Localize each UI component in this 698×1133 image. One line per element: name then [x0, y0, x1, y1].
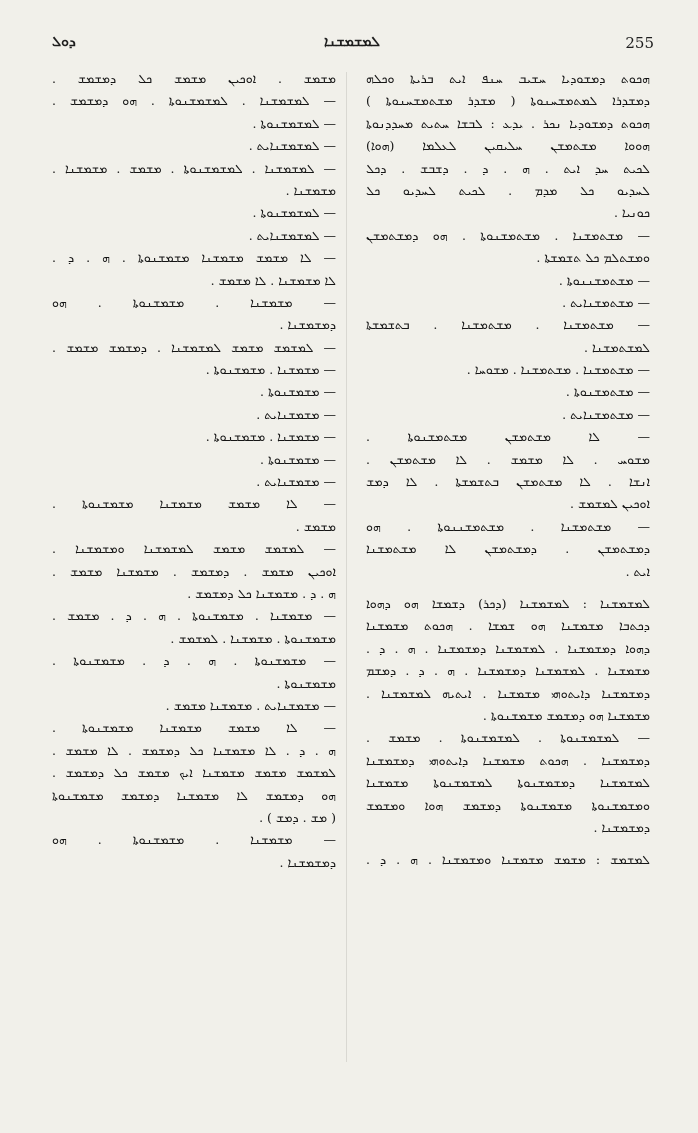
- text-line: ܗܘ ܕܡܫܡܫ ܠܐ ܡܫܡܫܢܐ ܕܡܫܡܫ ܡܫܡܫܢܘܬܐ: [52, 787, 336, 803]
- text-line: ܡܫܡܫ . ܐܘܟܝܢ ܡܫܡܫ ܟܠ ܕܡܫܡܫ .: [52, 71, 336, 86]
- text-line: ܡܫܡܫܢܐ ܗܘ ܕܡܫܡܫ ܡܫܡܫܢܘܬܐ .: [482, 707, 650, 723]
- text-line: ܗܘܘܐ ܡܫܬܡܫܢ ܚܠܝܩܝܢ ܠܥܠܡܐ (ܗܘܐ): [366, 138, 650, 154]
- text-line: ܠܟܝܬ ܚܕ ܐܝܬ . ܗ . ܕ . ܕܫܒܫ . ܕܟܠ: [366, 160, 650, 176]
- text-line: ܐܝܬ .: [625, 563, 650, 579]
- text-line: — ܡܫܬܡܫܢܐ . ܡܫܬܡܫܢܘܬܐ . ܗܘ ܕܡܫܬܡܫܢ: [366, 227, 650, 243]
- text-line: ܐܘܟܝܢ ܡܫܡܫ . ܕܡܫܡܫ . ܡܫܡܫܢܐ ܡܫܡܫ .: [52, 563, 336, 579]
- text-line: ܡܫܡܫ .: [295, 518, 336, 534]
- text-line: ܠܚܕܝܘ ܟܠ ܡܕܡ . ܠܟܝܬ ܠܚܕܝܘ ܟܠ: [366, 182, 650, 198]
- page-header: [50, 34, 654, 60]
- text-line: ܐܢܫܐ . ܠܐ ܡܫܬܡܫܢ ܒܬܫܡܫܬܐ . ܠܐ ܕܡܫ: [366, 474, 650, 490]
- text-line: ܗ . ܕ . ܠܐ ܡܫܡܫܢܐ ܟܠ ܕܡܫܡܫ . ܠܐ ܡܫܡܫ .: [52, 742, 336, 758]
- text-line: ܡܫܡܫܢܐ .: [285, 182, 336, 198]
- right-column: [366, 68, 650, 1068]
- text-line: ܘܡܫܬܠܡ ܟܠ ܬܫܡܫܬܐ .: [536, 250, 650, 266]
- text-line: — ܡܫܡܫܢܐܝܬ . ܡܫܡܫܢܐ ܡܫܡܫ .: [165, 697, 336, 713]
- text-line: ܠܡܫܡܫܢܐ : ܠܡܫܡܫܢܐ (ܕܟܪ) ܕܫܡܫܐ ܗܘ ܕܗܘܐ: [366, 595, 650, 611]
- text-line: — ܠܡܫܡܫܢܐ . ܠܡܫܡܫܢܘܬܐ . ܗܘ ܕܡܫܡܫ .: [52, 93, 336, 109]
- text-line: ܕܡܫܬܡܫܢ . ܕܡܫܬܡܫܢ ܠܐ ܡܫܬܡܫܢܐ: [366, 541, 650, 557]
- text-line: ܕܡܫܡܫܢܐ .: [593, 819, 650, 835]
- text-line: — ܡܫܬܡܫܢܐܝܬ .: [562, 294, 650, 310]
- text-line: ܠܐ ܡܫܡܫܢܐ . ܠܐ ܡܫܡܫ .: [210, 272, 336, 288]
- text-line: ܕܟܬܒܐ ܡܫܡܫܢܐ ܗܘ ܫܡܫܐ . ܗܟܘܬ ܡܫܡܫܢܐ: [366, 618, 650, 634]
- page-number: 255: [625, 34, 654, 52]
- text-line: ܗܟܘܬ ܕܡܫܘܕܝܐ ܚܫܝܒ ܚܢܦ ܐܝܬ ܒܪܝܬܐ ܘܟܠܗ: [366, 71, 650, 86]
- text-line: — ܡܫܡܫܢܐܝܬ .: [256, 406, 336, 422]
- text-line: — ܡܫܡܫܢܐ . ܡܫܡܫܢܘܬܐ .: [205, 362, 336, 378]
- text-line: — ܠܡܫܡܫܢܐ . ܠܡܫܡܫܢܘܬܐ . ܡܫܡܫ . ܡܫܡܫܢܐ .: [52, 160, 336, 176]
- column-gutter: [346, 72, 347, 1062]
- text-line: — ܠܐ ܡܫܬܡܫܢ ܡܫܬܡܫܢܘܬܐ .: [366, 429, 650, 445]
- text-line: — ܠܡܫܡܫܢܐܝܬ .: [248, 227, 336, 243]
- text-line: ܐܘܟܝܢ ܠܡܫܡܫ .: [570, 496, 650, 512]
- text-line: — ܡܫܬܡܫܢܐ . ܡܫܬܡܫܢܐ . ܒܬܫܡܫܬܐ: [366, 317, 650, 333]
- text-line: ܠܡܫܡܫ ܡܫܡܫ ܡܫܡܫܢܐ ܐܝܟ ܡܫܡܫ ܟܠ ܕܡܫܡܫ .: [52, 765, 336, 781]
- text-line: ܡܫܘܚ . ܠܐ ܡܫܡܫ . ܠܐ ܡܫܬܡܫܢ .: [366, 451, 650, 467]
- text-line: ܠܡܫܬܡܫܢܐ .: [584, 339, 650, 355]
- text-line: ܕܡܫܡܫܢܐ ܕܐܝܬܘܗܝ ܡܫܡܫܢܐ . ܐܝܬܝܗ ܠܡܫܡܫܢܐ .: [366, 685, 650, 701]
- text-line: — ܡܫܡܫܢܐ . ܡܫܡܫܢܘܬܐ . ܗ . ܕ . ܡܫܡܫ .: [52, 608, 336, 624]
- text-line: — ܡܫܬܡܫܢܢܘܬܐ .: [558, 272, 650, 288]
- text-line: ( ܡܫ . ܕܡܫ ) .: [259, 809, 336, 825]
- text-line: ܗ . ܕ . ܡܫܡܫܢܐ ܟܠ ܕܡܫܡܫ .: [187, 585, 336, 601]
- text-line: — ܠܡܫܡܫܢܘܬܐ .: [252, 115, 336, 131]
- text-line: — ܠܡܫܡܫܢܐܝܬ .: [248, 138, 336, 154]
- text-line: — ܠܐ ܡܫܡܫ ܡܫܡܫܢܐ ܡܫܡܫܢܘܬܐ . ܗ . ܕ .: [52, 250, 336, 266]
- text-line: ܘܡܫܡܫܢܘܬܐ ܡܫܡܫܢܘܬܐ ܕܡܫܡܫ ܗܘܐ ܘܡܫܡܫ: [366, 797, 650, 813]
- text-line: — ܡܫܡܫܢܘܬܐ .: [260, 384, 336, 400]
- left-column: [52, 68, 336, 1068]
- text-line: — ܡܫܡܫܢܐܝܬ .: [256, 474, 336, 490]
- header-left-word: ܕܘܠ: [52, 34, 76, 50]
- text-line: ܕܡܫܡܫܢܐ .: [279, 854, 336, 870]
- text-line: — ܡܫܡܫܢܐ . ܡܫܡܫܢܘܬܐ . ܗܘ: [52, 294, 336, 310]
- text-line: ܕܗܘܐ ܕܡܫܡܫܢܐ . ܠܡܫܡܫܢܐ ܕܡܫܡܫܢܐ . ܗ . ܕ .: [366, 640, 650, 656]
- text-line: ܟܘܢܝܐ .: [613, 205, 650, 221]
- text-line: ܠܡܫܡܫ : ܡܫܡܫ ܡܫܡܫܢܐ ܘܡܫܡܫܢܐ . ܗ . ܕ .: [366, 852, 650, 868]
- text-line: — ܠܡܫܡܫ ܡܫܡܫ ܠܡܫܡܫܢܐ . ܕܡܫܡܫ ܡܫܡܫ .: [52, 339, 336, 355]
- text-line: — ܡܫܡܫܢܐ . ܡܫܡܫܢܘܬܐ . ܗܘ: [52, 832, 336, 848]
- text-line: ܗܟܘܬ ܕܡܫܘܕܝܐ ܢܟܪ . ܝܕܥ : ܠܒܫܐ ܚܬܝܬ ܡܚܕܕܢܘܬܐ: [366, 115, 650, 131]
- text-line: — ܡܫܬܡܫܢܐ . ܡܫܬܡܫܢܢܘܬܐ . ܗܘ: [366, 518, 650, 534]
- text-line: ܕܡܫܡܫܢܐ . ܗܟܘܬ ܡܫܡܫܢܐ ܕܐܝܬܘܗܝ ܕܡܫܡܫܢܐ: [366, 752, 650, 768]
- text-line: — ܡܫܬܡܫܢܐ . ܡܫܬܡܫܢܐ . ܡܫܘܚܐ .: [466, 362, 650, 378]
- text-line: — ܠܐ ܡܫܡܫ ܡܫܡܫܢܐ ܡܫܡܫܢܘܬܐ .: [52, 496, 336, 512]
- text-line: — ܠܡܫܡܫ ܡܫܡܫ ܠܡܫܡܫܢܐ ܘܡܫܡܫܢܐ .: [52, 541, 336, 557]
- text-line: ܡܫܡܫܢܐ . ܠܡܫܡܫܢܐ ܕܡܫܡܫܢܐ . ܗ . ܕ . ܕܡܫܡ: [366, 663, 650, 679]
- text-line: ܡܫܡܫܢܘܬܐ .: [276, 675, 336, 691]
- header-title: ܠܡܫܡܫܢܐ: [324, 34, 380, 50]
- text-line: — ܡܫܡܫܢܐ . ܡܫܡܫܢܘܬܐ .: [205, 429, 336, 445]
- text-line: — ܠܡܫܡܫܢܘܬܐ .: [252, 205, 336, 221]
- text-line: — ܡܫܡܫܢܘܬܐ . ܗ . ܕ . ܡܫܡܫܢܘܬܐ .: [52, 653, 336, 669]
- text-line: — ܡܫܡܫܢܘܬܐ .: [260, 451, 336, 467]
- text-line: ܡܫܡܫܢܘܬܐ . ܡܫܡܫܢܐ . ܠܡܫܡܫ .: [170, 630, 336, 646]
- text-line: — ܠܐ ܡܫܡܫ ܡܫܡܫܢܐ ܡܫܡܫܢܘܬܐ .: [52, 720, 336, 736]
- text-line: ܠܡܫܡܫܢܐ ܕܡܫܡܫܢܘܬܐ ܠܡܫܡܫܢܘܬܐ ܡܫܡܫܢܐ: [366, 775, 650, 791]
- text-line: — ܡܫܬܡܫܢܘܬܐ .: [565, 384, 650, 400]
- text-line: ܕܡܫܡܫܢܐ .: [279, 317, 336, 333]
- text-line: — ܠܡܫܡܫܢܘܬܐ . ܠܡܫܡܫܢܘܬܐ . ܡܫܡܫ .: [366, 730, 650, 746]
- text-line: — ܡܫܬܡܫܢܐܝܬ .: [562, 406, 650, 422]
- text-line: ܕܡܫܕܪܐ ܠܡܬܡܫܚܢܘܬܐ ( ܡܫܕܪ ܡܫܬܡܫܚܢܘܬܐ ): [366, 93, 650, 109]
